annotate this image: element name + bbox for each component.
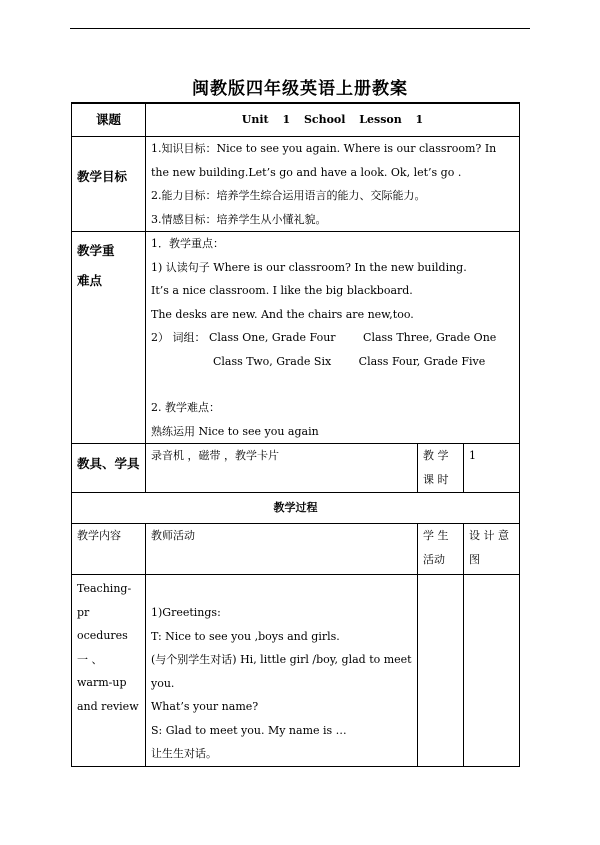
objectives-cell xyxy=(146,137,520,232)
keypoints-label-line1: 教学重 xyxy=(77,243,115,258)
step-label-line: ocedures xyxy=(77,629,128,642)
keypoints-cell xyxy=(146,232,520,444)
teacher-line: What’s your name? xyxy=(151,700,259,713)
teacher-line: 1)Greetings: xyxy=(151,606,221,619)
student-activity xyxy=(418,575,464,767)
objectives-label: 教学目标 xyxy=(72,137,146,232)
step-label-line: and review xyxy=(77,699,139,713)
aids-value: 录音机 ，磁带 ，教学卡片 xyxy=(146,444,418,493)
phrases-line-b xyxy=(151,350,514,374)
column-header-row xyxy=(72,524,520,575)
aids-row xyxy=(72,444,520,493)
header-rule xyxy=(70,28,530,29)
difficulty-text: 熟练运用 Nice to see you again xyxy=(151,424,319,438)
step-label xyxy=(72,575,146,767)
col-teacher: 教师活动 xyxy=(146,524,418,575)
phrase-a1: Class One, Grade Four xyxy=(209,331,336,344)
phrases-label: 2） 词组： xyxy=(151,331,206,344)
hours-label-line2: 课 时 xyxy=(423,472,449,486)
teacher-line: you. xyxy=(151,676,175,690)
col-content: 教学内容 xyxy=(72,524,146,575)
warmup-row xyxy=(72,575,520,767)
col-student-line2: 活动 xyxy=(423,552,445,566)
objectives-row xyxy=(72,137,520,232)
objective-emotion: 3.情感目标：培养学生从小懂礼貌。 xyxy=(151,212,327,226)
step-label-line: warm-up xyxy=(77,676,127,689)
teacher-line: (与个别学生对话) Hi, little girl /boy, glad to meet xyxy=(151,653,412,666)
topic-row xyxy=(72,103,520,137)
keypoints-label-line2: 难点 xyxy=(77,273,103,288)
keypoints-line1: 1) 认读句子 Where is our classroom? In the new building. xyxy=(151,260,467,274)
keypoints-line3: The desks are new. And the chairs are new,too. xyxy=(151,307,414,321)
keypoints-heading: 1．教学重点： xyxy=(151,237,224,250)
aids-label: 教具、学具 xyxy=(72,444,146,493)
teacher-line: S: Glad to meet you. My name is … xyxy=(151,723,347,737)
topic-value: Unit 1 School Lesson 1 xyxy=(146,103,520,137)
step-label-line: 一 、 xyxy=(77,652,103,666)
col-design xyxy=(464,524,520,575)
col-student-line1: 学 生 xyxy=(423,529,449,542)
phrase-b2: Class Four, Grade Five xyxy=(358,354,486,368)
teacher-line: 让生生对话。 xyxy=(151,747,217,760)
step-label-line: Teaching-pr xyxy=(77,582,132,619)
col-student xyxy=(418,524,464,575)
page-title: 闽教版四年级英语上册教案 xyxy=(192,79,408,99)
hours-value: 1 xyxy=(464,444,520,493)
phrase-b1: Class Two, Grade Six xyxy=(213,354,332,368)
design-intent xyxy=(464,575,520,767)
col-design-line2: 图 xyxy=(469,552,480,566)
teacher-line: T: Nice to see you ,boys and girls. xyxy=(151,629,340,643)
phrases-line-a xyxy=(151,326,514,350)
teacher-activity xyxy=(146,575,418,767)
phrase-a2: Class Three, Grade One xyxy=(363,331,497,344)
hours-label-line1: 教 学 xyxy=(423,449,449,462)
blank-line xyxy=(151,373,514,396)
hours-label xyxy=(418,444,464,493)
difficulty-heading: 2. 教学难点： xyxy=(151,401,220,414)
keypoints-label xyxy=(72,232,146,444)
topic-label: 课题 xyxy=(72,103,146,137)
keypoints-line2: It’s a nice classroom. I like the big blackboard. xyxy=(151,284,413,297)
process-row xyxy=(72,493,520,524)
lesson-plan-table xyxy=(71,102,520,767)
process-label: 教学过程 xyxy=(72,493,520,524)
objective-knowledge: 1.知识目标：Nice to see you again. Where is our classroom? In the new building.Let’s go and have a look. Ok, let’s go . xyxy=(151,142,497,179)
col-design-line1: 设 计 意 xyxy=(469,529,509,542)
keypoints-row xyxy=(72,232,520,444)
objective-ability: 2.能力目标：培养学生综合运用语言的能力、交际能力。 xyxy=(151,189,426,202)
